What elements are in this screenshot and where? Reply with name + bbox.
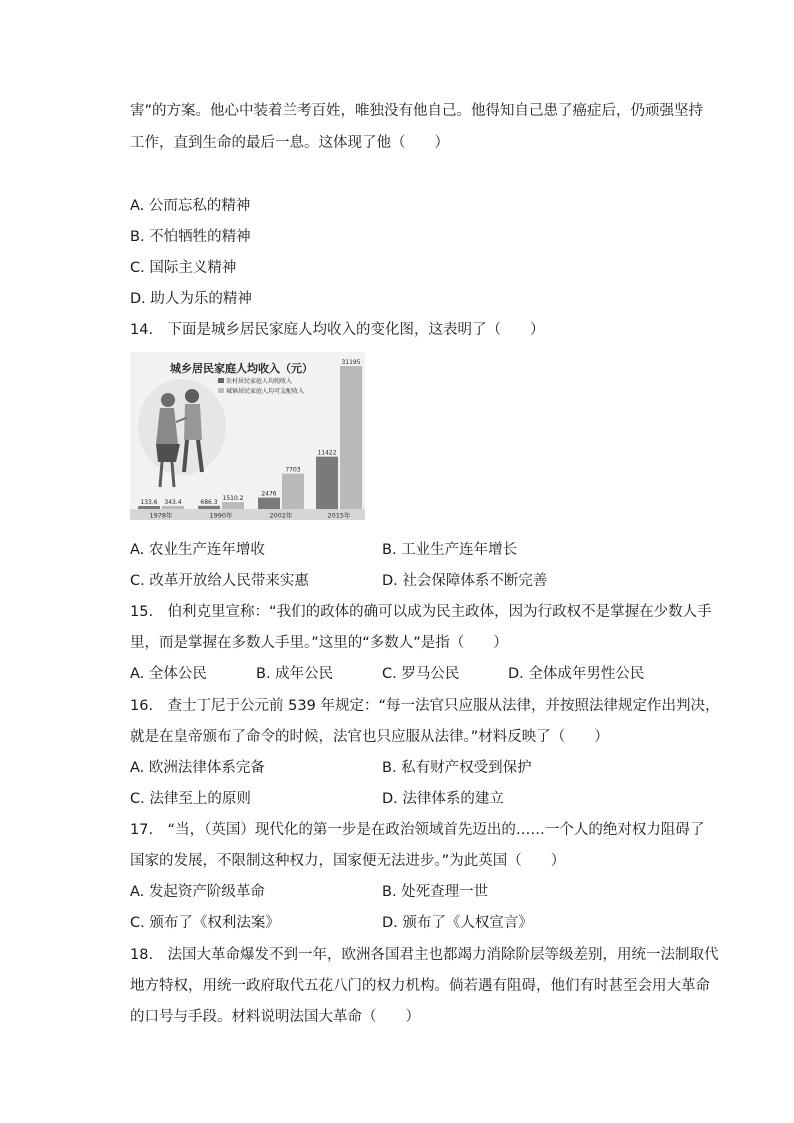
q17-stem-line-1: 17. “当，（英国）现代化的第一步是在政治领域首先迈出的……一个人的绝对权力阻碍了 bbox=[130, 822, 705, 838]
value-label-rural-3: 11422 bbox=[317, 449, 337, 457]
q14-option-d: D. 社会保障体系不断完善 bbox=[382, 573, 548, 589]
value-label-urban-2: 7703 bbox=[285, 466, 301, 474]
q13-option-c: C. 国际主义精神 bbox=[130, 260, 237, 276]
x-tick-label-3: 2015年 bbox=[327, 511, 351, 520]
q14-option-a: A. 农业生产连年增收 bbox=[130, 542, 265, 558]
legend-urban: 城镇居民家庭人均可支配收入 bbox=[226, 388, 305, 395]
bar-rural-3 bbox=[316, 457, 338, 509]
legend-swatch-urban bbox=[218, 388, 224, 393]
q14-option-b: B. 工业生产连年增长 bbox=[382, 542, 518, 558]
q17-option-b: B. 处死查理一世 bbox=[382, 884, 489, 900]
value-label-urban-3: 31195 bbox=[341, 359, 361, 366]
x-tick-label-0: 1978年 bbox=[149, 511, 173, 520]
value-label-urban-0: 343.4 bbox=[164, 499, 182, 506]
q16-option-b: B. 私有财产权受到保护 bbox=[382, 760, 532, 776]
value-label-rural-1: 686.3 bbox=[200, 498, 218, 506]
bar-rural-2 bbox=[258, 498, 280, 509]
bar-rural-1 bbox=[198, 506, 220, 509]
income-chart bbox=[130, 352, 365, 520]
q15-option-b: B. 成年公民 bbox=[256, 666, 334, 682]
q16-option-d: D. 法律体系的建立 bbox=[382, 791, 504, 807]
legend-swatch-rural bbox=[218, 378, 224, 383]
q14-stem: 14. 下面是城乡居民家庭人均收入的变化图，这表明了（ ） bbox=[130, 322, 545, 338]
q13-stem-line-2: 工作，直到生命的最后一息。这体现了他（ ） bbox=[130, 135, 449, 151]
legend-rural: 农村居民家庭人均纯收入 bbox=[226, 378, 293, 385]
q14-option-c: C. 改革开放给人民带来实惠 bbox=[130, 573, 309, 589]
q13-option-b: B. 不怕牺牲的精神 bbox=[130, 229, 251, 245]
q15-option-c: C. 罗马公民 bbox=[382, 666, 460, 682]
q15-stem-line-2: 里，而是掌握在多数人手里。”这里的“多数人”是指（ ） bbox=[130, 635, 508, 651]
value-label-rural-2: 2476 bbox=[261, 490, 277, 498]
value-label-rural-0: 133.6 bbox=[140, 499, 158, 506]
q13-option-a: A. 公而忘私的精神 bbox=[130, 198, 251, 214]
x-tick-label-1: 1990年 bbox=[209, 511, 233, 520]
q15-option-a: A. 全体公民 bbox=[130, 666, 207, 682]
q18-stem-line-1: 18. 法国大革命爆发不到一年，欧洲各国君主也都竭力消除阶层等级差别，用统一法制取代 bbox=[130, 947, 719, 963]
q16-stem-line-2: 就是在皇帝颁布了命令的时候，法官也只应服从法律。”材料反映了（ ） bbox=[130, 729, 609, 745]
q17-option-a: A. 发起资产阶级革命 bbox=[130, 884, 265, 900]
q15-stem-line-1: 15. 伯利克里宣称：“我们的政体的确可以成为民主政体，因为行政权不是掌握在少数人手 bbox=[130, 604, 712, 620]
q13-option-d: D. 助人为乐的精神 bbox=[130, 291, 252, 307]
bar-urban-0 bbox=[162, 506, 184, 509]
q16-option-c: C. 法律至上的原则 bbox=[130, 791, 251, 807]
value-label-urban-1: 1510.2 bbox=[222, 495, 244, 503]
q15-option-d: D. 全体成年男性公民 bbox=[508, 666, 645, 682]
bar-urban-3 bbox=[340, 366, 362, 509]
q18-stem-line-3: 的口号与手段。材料说明法国大革命（ ） bbox=[130, 1009, 420, 1025]
chart-title: 城乡居民家庭人均收入（元） bbox=[170, 362, 313, 375]
q18-stem-line-2: 地方特权，用统一政府取代五花八门的权力机构。倘若遇有阻碍，他们有时甚至会用大革命 bbox=[130, 978, 710, 994]
bar-urban-1 bbox=[222, 502, 244, 509]
q17-option-c: C. 颁布了《权利法案》 bbox=[130, 915, 280, 931]
q13-stem-line-1: 害”的方案。他心中装着兰考百姓，唯独没有他自己。他得知自己患了癌症后，仍顽强坚持 bbox=[130, 103, 704, 119]
q17-option-d: D. 颁布了《人权宣言》 bbox=[382, 915, 533, 931]
q16-stem-line-1: 16. 查士丁尼于公元前 539 年规定：“每一法官只应服从法律，并按照法律规定作出判决， bbox=[130, 698, 720, 714]
q16-option-a: A. 欧洲法律体系完备 bbox=[130, 760, 265, 776]
bar-urban-2 bbox=[282, 474, 304, 509]
bar-rural-0 bbox=[138, 506, 160, 509]
x-tick-label-2: 2002年 bbox=[269, 511, 293, 520]
q17-stem-line-2: 国家的发展，不限制这种权力，国家便无法进步。”为此英国（ ） bbox=[130, 853, 566, 869]
